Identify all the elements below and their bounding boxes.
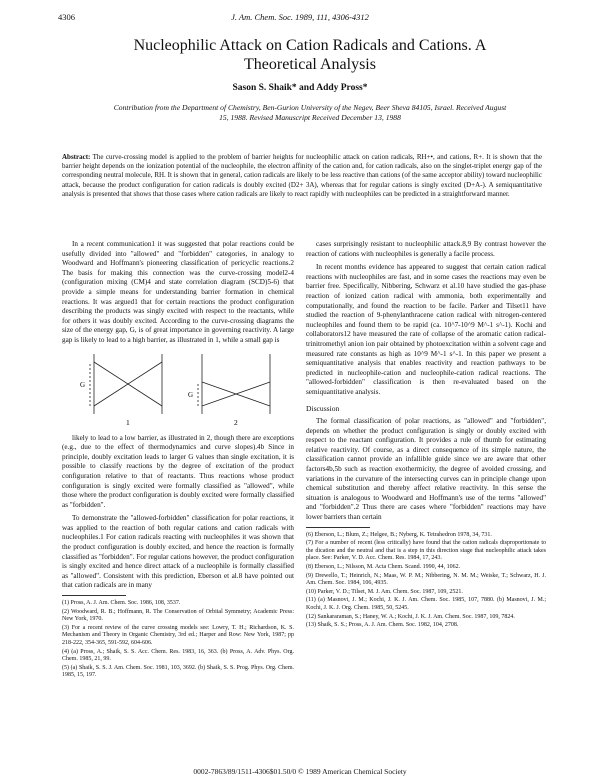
left-column bbox=[62, 240, 294, 681]
contribution-note: Contribution from the Department of Chemistry, Ben-Gurion University of the Negev, Beer Sheva 84105, Israel. Received August 15, 1988. Revised Manuscript Received December 13, 1988 bbox=[113, 103, 507, 122]
abstract-label: Abstract: bbox=[62, 153, 91, 161]
reference: (8) Eberson, L.; Nilsson, M. Acta Chem. Scand. 1990, 44, 1062. bbox=[306, 564, 461, 570]
page-number: 4306 bbox=[58, 12, 75, 22]
paragraph: In recent months evidence has appeared to suggest that certain cation radical reactions with nucleophiles are fast, and in some cases the reactions may even be barrier free. Specifically, Nibbering, Schwarz et al.10 have studied the gas-phase reaction of ionized cation radical with ammonia, both experimentally and computationally, and found the reaction to be facile. Parker and Tilset11 have studied the reaction of 9-phenylanthracene cation radical with nitrogen-centered nucleophiles and found them to be rapid (ca. 10^7-10^9 M^-1 s^-1). Kochi and collaborators12 have measured the rate of collapse of the aromatic cation radical-trinitromethyl anion ion pair obtained by photoexcitation within a solvent cage and measured rate constants as high as 10^9 M^-1 s^-1. In this paper we present a semiquantitative analysis that enables reactivity and reaction pathways to be predicted in nucleophile-cation and nucleophile-cation radical reactions. The "allowed-forbidden" classification is then re-evaluated based on the semiquantitative analysis. bbox=[306, 263, 546, 396]
footnote-rule bbox=[306, 527, 370, 528]
energy-diagram-figure bbox=[62, 350, 294, 428]
references-right bbox=[306, 532, 546, 630]
reference: (4) (a) Pross, A.; Shaik, S. S. Acc. Chem. Res. 1983, 16, 363. (b) Pross, A. Adv. Phys. Org. Chem. 1985, 21, 99. bbox=[62, 648, 294, 663]
reference: (10) Parker, V. D.; Tilset, M. J. Am. Chem. Soc. 1987, 109, 2521. bbox=[306, 588, 463, 595]
reference: (6) Eberson, L.; Blum, Z.; Helgee, B.; Nyberg, K. Tetrahedron 1978, 34, 731. bbox=[306, 531, 492, 538]
abstract-text: The curve-crossing model is applied to the problem of barrier heights for nucleophilic attack on cation radicals, RH+•, and cations, R+. It is shown that the barrier height depends on the ionization potential of the nucleophile, the electron affinity of the cation and, for cation radicals, also on the singlet-triplet energy gap of the corresponding neutral molecule, RH. It is shown that in general, cation radicals are likely to be less reactive than cations (of the same acceptor ability) toward nucleophilic attack, because the product configuration for cation radicals is doubly excited (D2+ 3A), whereas that for regular cations is singly excited (D+A-). A semiquantitative analysis is presented that shows that those cases where cation radicals are likely to react rapidly with nucleophiles can be predicted in a straightforward manner. bbox=[62, 153, 542, 198]
reference: (3) For a recent review of the curve crossing models see: Lowry, T. H.; Richardson, K. S. Mechanism and Theory in Organic Chemistry, 3rd ed.; Harper and Row: New York, 1987; pp 218-222, 354-365, 591-592, 604-606. bbox=[62, 624, 294, 646]
gap-label-2: G bbox=[188, 390, 194, 399]
reference: (7) For a number of recent (less critically) have found that the cation radicals disproportionate to the dication and the neutral and that is a step in this direction stage that nucleophilic attack takes place. See: Parker, V. D. Acc. Chem. Res. 1984, 17, 243. bbox=[306, 540, 546, 562]
section-heading-discussion: Discussion bbox=[306, 403, 340, 413]
figure-label-2: 2 bbox=[234, 417, 238, 427]
reference: (9) Drewello, T.; Heinrich, N.; Maas, W. P. M.; Nibbering, N. M. M.; Weiske, T.; Schwarz, H. J. Am. Chem. Soc. 1984, 106, 4935. bbox=[306, 572, 546, 587]
paragraph: likely to lead to a low barrier, as illustrated in 2, though there are exceptions (e.g., due to the effect of thermodynamics and curve slopes).4b Since in principle, doubly excitation leads to larger G values than single excitation, it is possible to classify reactions by the degree of excitation of the product configuration relative to that of reactants. Thus reactions whose product configuration is singly excited were formally classified as "allowed", while those where the product configuration is doubly excited were formally classified as "forbidden". bbox=[62, 433, 294, 509]
reference: (12) Sankararaman, S.; Haney, W. A.; Kochi, J. K. J. Am. Chem. Soc. 1987, 109, 7824. bbox=[306, 613, 515, 620]
paragraph: The formal classification of polar reactions, as "allowed" and "forbidden", depends on whether the product configuration is singly or doubly excited with respect to the reactant configuration. It provides a rule of thumb for estimating relative reactivity. Of course, as a direct consequence of its simple nature, the classification cannot provide an infallible guide since we are aware that other factors4b,5b such as reaction exothermicity, the degree of avoided crossing, and variations in the curvature of the intersecting curves can in principle change upon chemical substitution and thereby affect relative reactivity. In this sense the situation is analogous to Woodward and Hoffmann's use of the terms "allowed" and "forbidden".2 Thus there are cases where "forbidden" reactions may have lower barriers than certain bbox=[306, 417, 546, 522]
article-title: Nucleophilic Attack on Cation Radicals and Cations. A Theoretical Analysis bbox=[133, 37, 487, 73]
right-column bbox=[306, 240, 546, 631]
references-left bbox=[62, 600, 294, 680]
copyright-footer: 0002-7863/89/1511-4306$01.50/0 © 1989 American Chemical Society bbox=[193, 767, 407, 776]
reference: (1) Pross, A. J. Am. Chem. Soc. 1986, 108, 3537. bbox=[62, 600, 181, 607]
reference: (5) (a) Shaik, S. S. J. Am. Chem. Soc. 1981, 103, 3692. (b) Shaik, S. S. Prog. Phys. Org. Chem. 1985, 15, 197. bbox=[62, 664, 294, 679]
curve-crossing-diagram bbox=[62, 350, 294, 428]
reference: (11) (a) Masnovi, J. M.; Kochi, J. K. J. Am. Chem. Soc. 1985, 107, 7880. (b) Masnovi, J. M.; Kochi, J. K. J. Org. Chem. 1985, 50, 5245. bbox=[306, 597, 546, 611]
authors: Sason S. Shaik* and Addy Pross* bbox=[232, 83, 368, 93]
abstract bbox=[62, 153, 542, 199]
paragraph: To demonstrate the "allowed-forbidden" classification for polar reactions, it was applied to the reaction of both regular cations and cation radicals with nucleophiles.1 For cation radicals reacting with nucleophiles it was shown that the product configuration is doubly excited, and hence the reaction is formally classified as "forbidden". For regular cations however, the product configuration is singly excited and hence direct attack of a nucleophile is formally classified as "allowed". Consistent with this prediction, Eberson et al.8 have pointed out that cation radicals are in many bbox=[62, 514, 294, 590]
reference: (13) Shaik, S. S.; Pross, A. J. Am. Chem. Soc. 1982, 104, 2708. bbox=[306, 622, 459, 629]
running-header bbox=[58, 12, 542, 24]
footnote-rule bbox=[62, 595, 126, 596]
reference: (2) Woodward, R. B.; Hoffmann, R. The Conservation of Orbital Symmetry; Academic Press: New York, 1970. bbox=[62, 608, 294, 623]
gap-label-1: G bbox=[80, 380, 86, 389]
figure-label-1: 1 bbox=[126, 417, 130, 427]
paragraph: In a recent communication1 it was suggested that polar reactions could be usefully divided into "allowed" and "forbidden" categories, in analogy to Woodward and Hoffmann's pioneering classification of pericyclic reactions.2 The basis for making this connection was the curve-crossing model2-4 (configuration mixing (CM)4 and state correlation diagram (SCD)5-6) that provide a simple means for understanding barrier formation in chemical reactions. It was argued1 that for certain reactions the product configuration describing the products was singly excited with respect to the reactants, while for others it was doubly excited. According to the curve-crossing diagrams the size of the energy gap, G, is of great importance in governing reactivity. A large gap is likely to lead to a high barrier, as illustrated in 1, while a small gap is bbox=[62, 240, 294, 344]
journal-citation: J. Am. Chem. Soc. 1989, 111, 4306-4312 bbox=[231, 12, 369, 22]
paragraph: cases surprisingly resistant to nucleophilic attack.8,9 By contrast however the reaction of cations with nucleophiles is generally a facile process. bbox=[306, 240, 546, 258]
